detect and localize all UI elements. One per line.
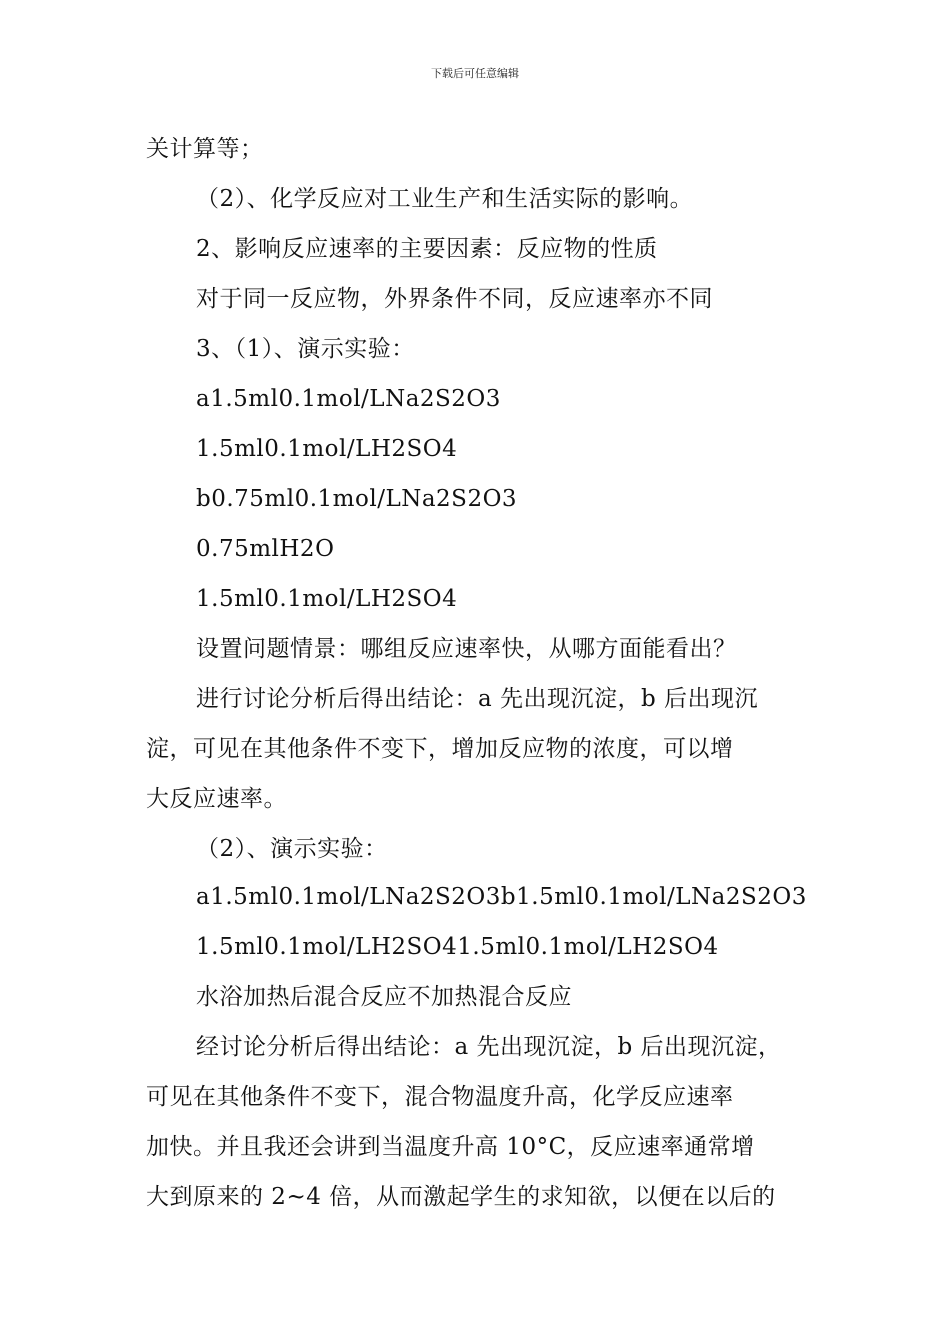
text-line: 大反应速率。: [146, 786, 287, 812]
text-line: 水浴加热后混合反应不加热混合反应: [196, 984, 572, 1010]
text-line: 关计算等；: [146, 136, 264, 162]
text-line: 对于同一反应物，外界条件不同，反应速率亦不同: [196, 286, 713, 312]
text-line: 1.5ml0.1mol/LH2SO41.5ml0.1mol/LH2SO4: [196, 934, 719, 960]
text-line: 设置问题情景：哪组反应速率快，从哪方面能看出？: [196, 636, 737, 662]
text-line: 淀，可见在其他条件不变下，增加反应物的浓度，可以增: [146, 736, 734, 762]
text-line: b0.75ml0.1mol/LNa2S2O3: [196, 486, 518, 512]
text-line: 可见在其他条件不变下，混合物温度升高，化学反应速率: [146, 1084, 734, 1110]
text-line: 大到原来的 2~4 倍，从而激起学生的求知欲，以便在以后的: [146, 1184, 776, 1210]
page-header: 下载后可任意编辑: [431, 67, 519, 80]
text-line: 0.75mlH2O: [196, 536, 335, 562]
text-line: 加快。并且我还会讲到当温度升高 10°C，反应速率通常增: [146, 1134, 755, 1160]
text-line: a1.5ml0.1mol/LNa2S2O3b1.5ml0.1mol/LNa2S2O3: [196, 884, 807, 910]
text-line: a1.5ml0.1mol/LNa2S2O3: [196, 386, 501, 412]
text-line: 经讨论分析后得出结论：a 先出现沉淀，b 后出现沉淀，: [196, 1034, 782, 1060]
text-line: （2）、演示实验：: [196, 836, 388, 862]
text-line: 1.5ml0.1mol/LH2SO4: [196, 586, 458, 612]
text-line: 3、（1）、演示实验：: [196, 336, 415, 362]
text-line: 1.5ml0.1mol/LH2SO4: [196, 436, 458, 462]
text-line: 进行讨论分析后得出结论：a 先出现沉淀，b 后出现沉: [196, 686, 759, 712]
text-line: （2）、化学反应对工业生产和生活实际的影响。: [196, 186, 694, 212]
text-line: 2、影响反应速率的主要因素：反应物的性质: [196, 236, 658, 262]
